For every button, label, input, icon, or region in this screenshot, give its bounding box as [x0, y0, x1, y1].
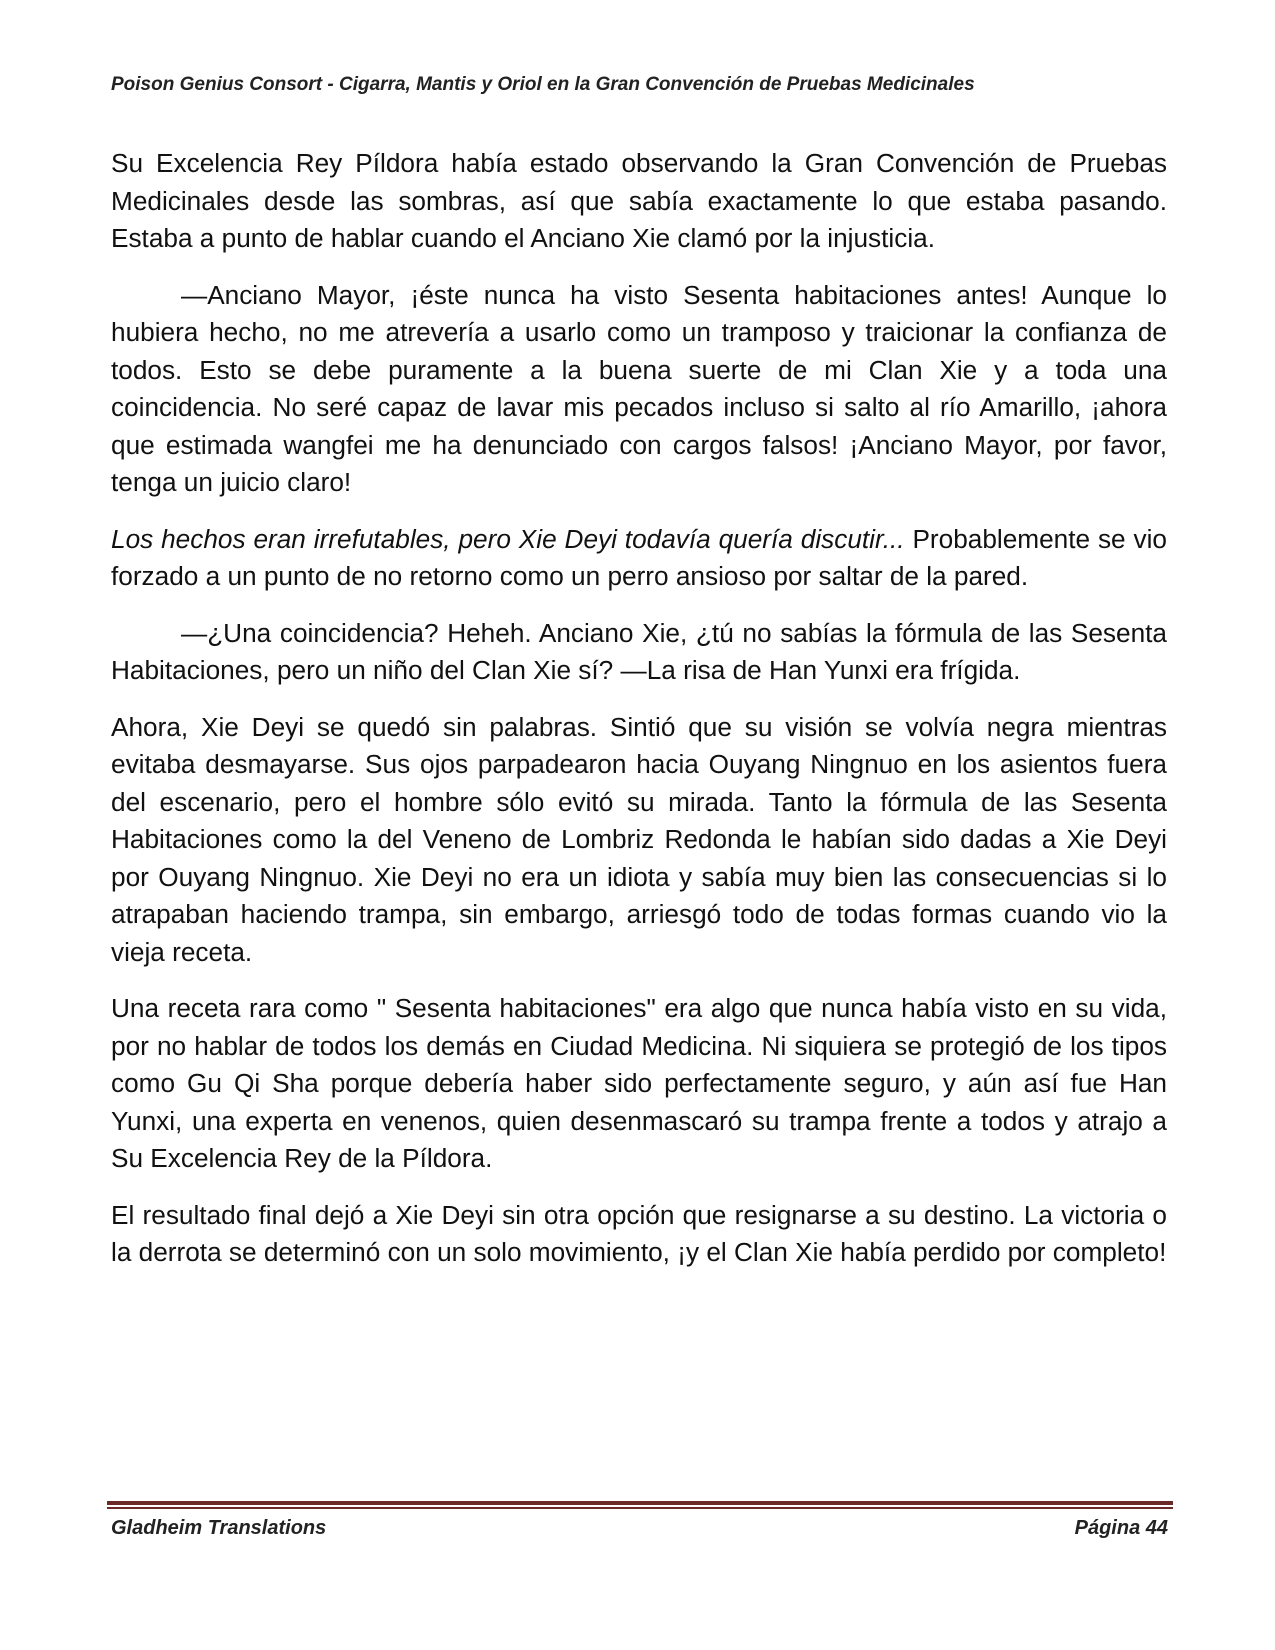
- paragraph-2: —Anciano Mayor, ¡éste nunca ha visto Sesenta habitaciones antes! Aunque lo hubiera hecho, no me atrevería a usarlo como un tramposo y traicionar la confianza de todos. Esto se debe puramente a la buena suerte de mi Clan Xie y a toda una coincidencia. No seré capaz de lavar mis pecados incluso si salto al río Amarillo, ¡ahora que estimada wangfei me ha denunciado con cargos falsos! ¡Anciano Mayor, por favor, tenga un juicio claro!: [111, 279, 1167, 497]
- paragraph-1: Su Excelencia Rey Píldora había estado observando la Gran Convención de Pruebas Medicinales desde las sombras, así que sabía exactamente lo que estaba pasando. Estaba a punto de hablar cuando el Anciano Xie clamó por la injusticia.: [111, 148, 1167, 253]
- footer-divider: [107, 1501, 1173, 1510]
- running-header: Poison Genius Consort - Cigarra, Mantis y Oriol en la Gran Convención de Pruebas Medicinales: [111, 74, 975, 95]
- page-body: [111, 145, 1167, 1291]
- paragraph-5: Ahora, Xie Deyi se quedó sin palabras. Sintió que su visión se volvía negra mientras evitaba desmayarse. Sus ojos parpadearon hacia Ouyang Ningnuo en los asientos fuera del escenario, pero el hombre sólo evitó su mirada. Tanto la fórmula de las Sesenta Habitaciones como la del Veneno de Lombriz Redonda le habían sido dadas a Xie Deyi por Ouyang Ningnuo. Xie Deyi no era un idiota y sabía muy bien las consecuencias si lo atrapaban haciendo trampa, sin embargo, arriesgó todo de todas formas cuando vio la vieja receta.: [111, 711, 1167, 967]
- paragraph-3: [111, 521, 1167, 596]
- footer-divider-thick-line: [107, 1501, 1173, 1505]
- paragraph-4: —¿Una coincidencia? Heheh. Anciano Xie, ¿tú no sabías la fórmula de las Sesenta Habitaciones, pero un niño del Clan Xie sí? —La risa de Han Yunxi era frígida.: [111, 617, 1167, 685]
- footer-divider-thin-line: [107, 1507, 1173, 1509]
- footer-page-number: Página 44: [1074, 1517, 1168, 1539]
- paragraph-7: El resultado final dejó a Xie Deyi sin otra opción que resignarse a su destino. La victoria o la derrota se determinó con un solo movimiento, ¡y el Clan Xie había perdido por completo!: [111, 1199, 1167, 1267]
- paragraph-6: Una receta rara como " Sesenta habitaciones" era algo que nunca había visto en su vida, por no hablar de todos los demás en Ciudad Medicina. Ni siquiera se protegió de los tipos como Gu Qi Sha porque debería haber sido perfectamente seguro, y aún así fue Han Yunxi, una experta en venenos, quien desenmascaró su trampa frente a todos y atrajo a Su Excelencia Rey de la Píldora.: [111, 993, 1167, 1173]
- footer-publisher: Gladheim Translations: [111, 1517, 327, 1539]
- paragraph-3-text: Probablemente se vio forzado a un punto de no retorno como un perro ansioso por saltar de la pared.: [111, 523, 1167, 591]
- paragraph-3-italic-thought: Los hechos eran irrefutables, pero Xie Deyi todavía quería discutir...: [111, 523, 905, 554]
